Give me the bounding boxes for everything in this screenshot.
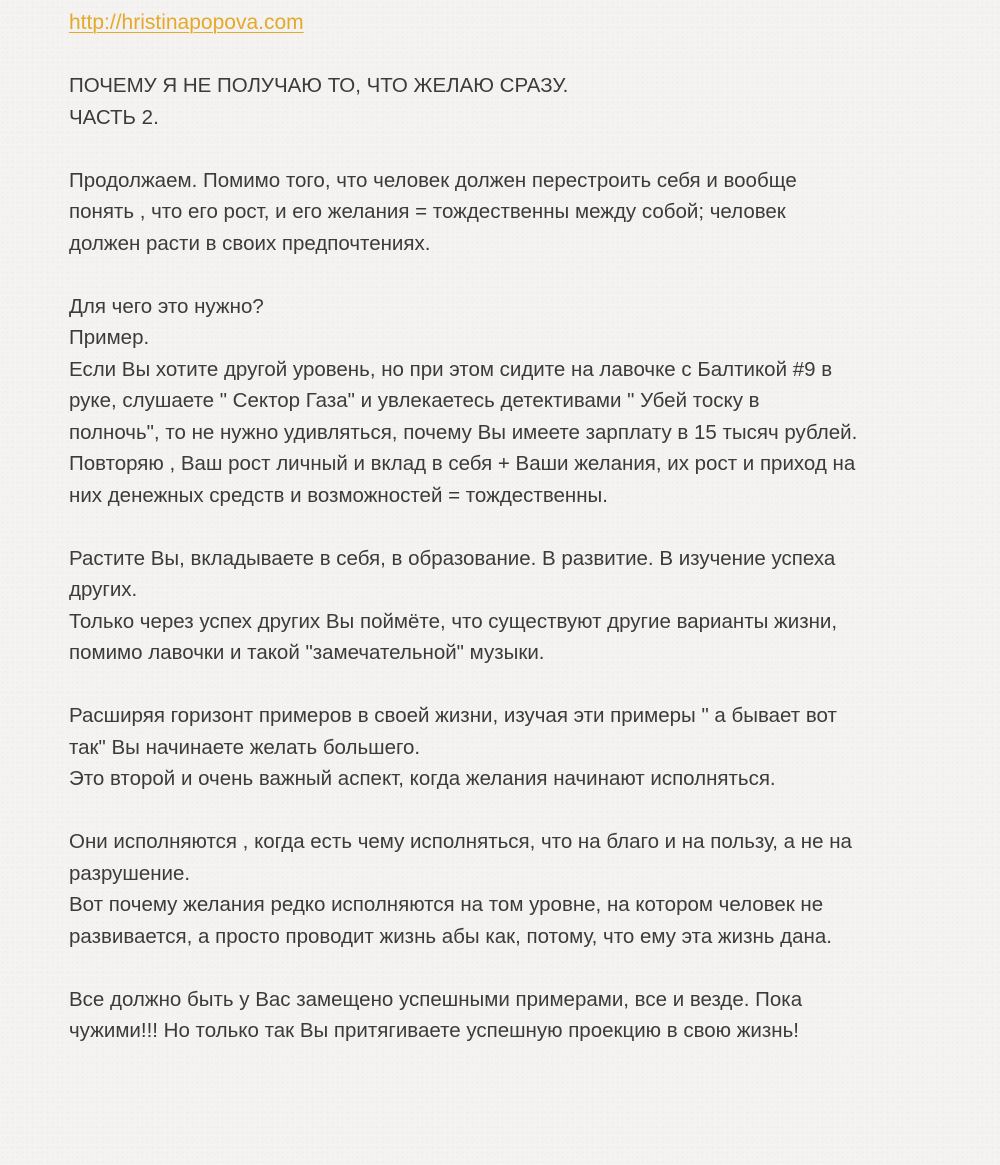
text-line: Продолжаем. Помимо того, что человек должен перестроить себя и вообще (69, 168, 797, 192)
text-line: Расширяя горизонт примеров в своей жизни, изучая эти примеры " а бывает вот (69, 704, 837, 727)
text-line: развивается, а просто проводит жизнь абы как, потому, что ему эта жизнь дана. (69, 924, 832, 948)
paragraph-title (69, 70, 940, 133)
text-line: понять , что его рост, и его желания = тождественны между собой; человек (69, 200, 786, 223)
paragraph-3 (69, 543, 940, 669)
text-line: Для чего это нужно? (69, 294, 264, 318)
text-line: Только через успех других Вы поймёте, что существуют другие варианты жизни, (69, 609, 838, 633)
text-line: помимо лавочки и такой "замечательной" музыки. (69, 641, 545, 664)
text-line: них денежных средств и возможностей = тождественны. (69, 483, 608, 507)
text-line: Если Вы хотите другой уровень, но при этом сидите на лавочке с Балтикой #9 в (69, 357, 833, 381)
text-line: Все должно быть у Вас замещено успешными примерами, все и везде. Пока (69, 987, 803, 1011)
paragraph-4 (69, 700, 940, 795)
text-line: руке, слушаете " Сектор Газа" и увлекаетесь детективами " Убей тоску в (69, 389, 760, 412)
subtitle-line: ЧАСТЬ 2. (69, 105, 159, 129)
text-line: должен расти в своих предпочтениях. (69, 231, 431, 255)
website-link[interactable]: http://hristinapopova.com (69, 11, 304, 34)
text-line: так" Вы начинаете желать большего. (69, 735, 421, 759)
text-line: других. (69, 578, 138, 601)
text-line: чужими!!! Но только так Вы притягиваете успешную проекцию в свою жизнь! (69, 1019, 799, 1042)
paragraph-1 (69, 165, 940, 260)
text-line: Они исполняются , когда есть чему исполняться, что на благо и на пользу, а не на (69, 830, 852, 853)
paragraph-2 (69, 291, 940, 512)
paragraph-6 (69, 984, 940, 1047)
text-line: Вот почему желания редко исполняются на том уровне, на котором человек не (69, 893, 824, 916)
text-line: Растите Вы, вкладываете в себя, в образование. В развитие. В изучение успеха (69, 546, 836, 570)
text-line: полночь", то не нужно удивляться, почему Вы имеете зарплату в 15 тысяч рублей. (69, 420, 858, 444)
text-line: Пример. (69, 326, 150, 349)
text-line: Повторяю , Ваш рост личный и вклад в себя + Ваши желания, их рост и приход на (69, 452, 856, 475)
text-line: Это второй и очень важный аспект, когда желания начинают исполняться. (69, 767, 776, 790)
title-line: ПОЧЕМУ Я НЕ ПОЛУЧАЮ ТО, ЧТО ЖЕЛАЮ СРАЗУ. (69, 74, 569, 97)
paragraph-5 (69, 826, 940, 952)
text-line: разрушение. (69, 861, 191, 885)
